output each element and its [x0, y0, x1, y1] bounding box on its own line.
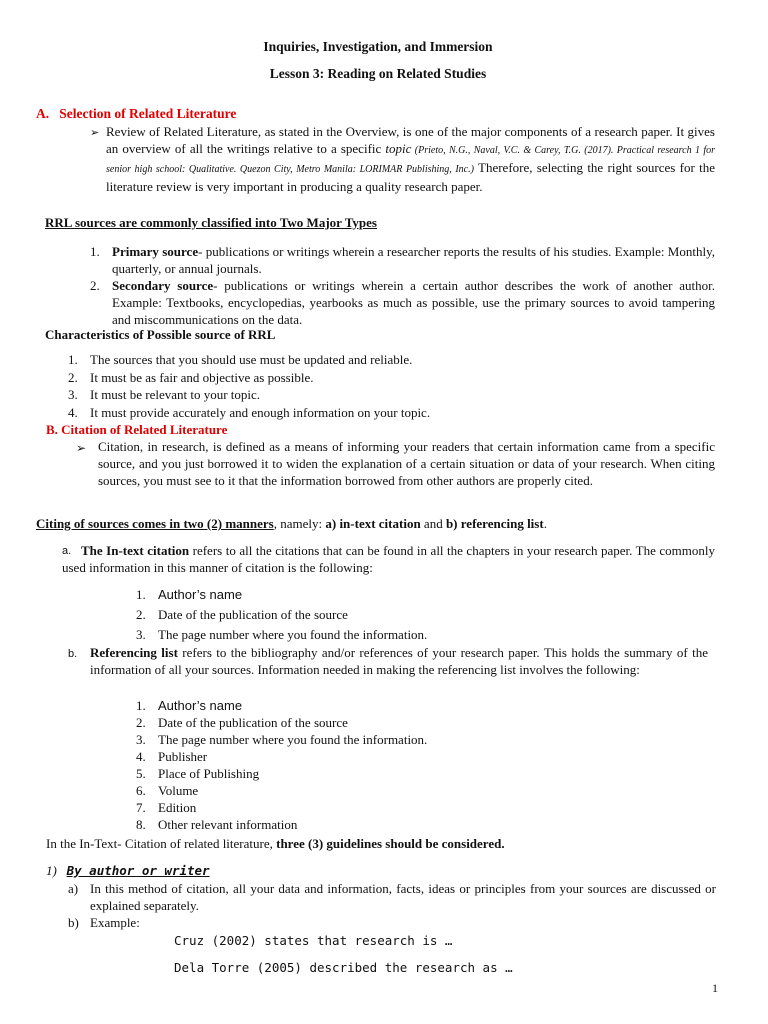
list-item: 3. The page number where you found the information. — [136, 732, 428, 747]
arrow-bullet-icon: ➢ — [90, 127, 100, 139]
list-item: 2. Date of the publication of the source — [136, 607, 348, 622]
intext-list — [136, 585, 718, 645]
section-a-paragraph: Review of Related Literature, as stated in the Overview, is one of the major components of a research paper. It gives an overview of all the writings relative to a specific topic (Prieto, N.G., Naval, V.C. & Carey, T.G. (2017). Practical research 1 for senior high school: Qualitative. Quezon City, Metro Manila: LORIMAR Publishing, Inc.) Therefore, selecting the right sources for the literature review is very important in producing a quality research paper. — [106, 124, 716, 194]
reflist-letter: b. — [68, 648, 78, 660]
section-a-heading — [36, 105, 236, 122]
section-a-title: Selection of Related Literature — [59, 106, 237, 121]
list-item: 1. Primary source- publications or writings wherein a researcher reports the results of his studies. Example: Monthly, quarterly, or annual journals. — [90, 244, 715, 276]
guidelines-line: In the In-Text- Citation of related literature, three (3) guidelines should be considered. — [46, 836, 505, 851]
section-b-paragraph: Citation, in research, is defined as a means of informing your readers that certain information came from a specific source, and you just borrowed it to widen the explanation of a certain situation or data of your research. When citing sources, you must see to it that the information borrowed from other authors are properly cited. — [98, 439, 715, 488]
list-item: 4. Publisher — [136, 749, 208, 764]
list-item: 8. Other relevant information — [136, 817, 298, 832]
list-item: 2. It must be as fair and objective as possible. — [68, 369, 314, 385]
list-item: 5. Place of Publishing — [136, 766, 260, 781]
list-item: 2. Secondary source- publications or writings wherein a certain author describes the work of another author. Example: Textbooks, encyclopedias, yearbooks as much as possible, use the primary sources to avoid tampering and miscommunications on the data. — [90, 278, 715, 327]
list-item: 1. Author’s name — [136, 587, 243, 602]
by-author-item-b: Example: — [90, 915, 140, 930]
intext-letter: a. — [62, 545, 72, 557]
arrow-bullet-icon: ➢ — [76, 441, 87, 455]
example-citation: Dela Torre (2005) described the research as … — [174, 960, 513, 975]
reflist-list — [136, 697, 718, 833]
rrl-types-list — [90, 243, 715, 328]
section-b-heading: B. Citation of Related Literature — [46, 422, 228, 437]
list-item: 3. It must be relevant to your topic. — [68, 387, 261, 402]
citing-manners-line: Citing of sources comes in two (2) manners, namely: a) in-text citation and b) referencing list. — [36, 516, 547, 531]
by-author-letter-b: b) — [68, 915, 79, 930]
document-title: Inquiries, Investigation, and Immersion — [263, 39, 493, 54]
rrl-types-heading: RRL sources are commonly classified into Two Major Types — [45, 215, 377, 230]
lesson-title: Lesson 3: Reading on Related Studies — [269, 66, 487, 81]
list-item: 2. Date of the publication of the source — [136, 715, 348, 730]
list-item: 4. It must provide accurately and enough information on your topic. — [68, 404, 431, 420]
list-item: 1. Author’s name — [136, 698, 243, 713]
page-number: 1 — [712, 981, 718, 995]
intext-paragraph: The In-text citation refers to all the citations that can be found in all the chapters in your research paper. The commonly used information in this manner of citation is the following: — [62, 543, 715, 575]
characteristics-list — [68, 351, 710, 421]
by-author-letter-a: a) — [68, 881, 79, 896]
characteristics-heading: Characteristics of Possible source of RRL — [45, 327, 276, 342]
by-author-heading: 1) By author or writer — [46, 863, 210, 878]
list-item: 1. The sources that you should use must be updated and reliable. — [68, 352, 413, 367]
list-item: 3. The page number where you found the information. — [136, 627, 428, 642]
list-item: 6. Volume — [136, 783, 199, 798]
by-author-item-a: In this method of citation, all your data and information, facts, ideas or principles from your sources are discussed or explained separately. — [90, 881, 716, 913]
reflist-paragraph: Referencing list refers to the bibliography and/or references of your research paper. This holds the summary of the information of all your sources. Information needed in making the referencing list involves the following: — [90, 645, 708, 677]
section-a-letter: A. — [36, 106, 50, 121]
example-citation: Cruz (2002) states that research is … — [174, 933, 453, 948]
list-item: 7. Edition — [136, 800, 197, 815]
